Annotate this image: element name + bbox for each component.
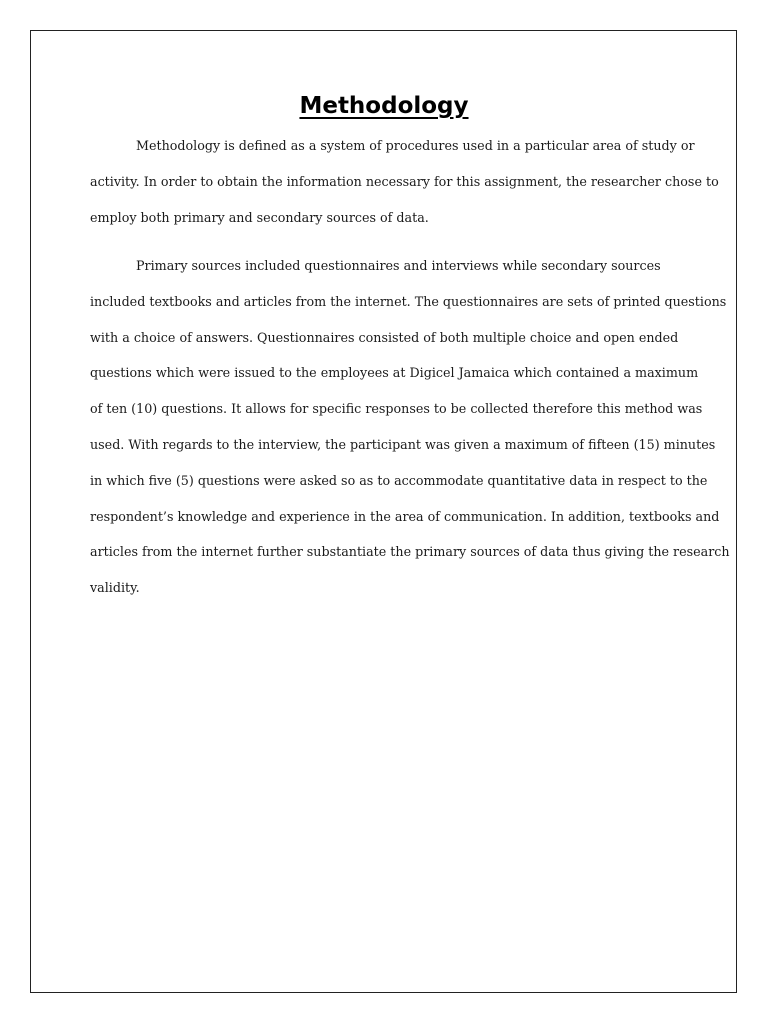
paragraph-line: of ten (10) questions. It allows for specific responses to be collected therefore this method was	[90, 401, 703, 417]
paragraph-line: questions which were issued to the employees at Digicel Jamaica which contained a maximum	[90, 365, 699, 381]
paragraph-line: Methodology is defined as a system of procedures used in a particular area of study or	[136, 138, 695, 153]
paragraph-line: in which five (5) questions were asked so as to accommodate quantitative data in respect to the	[90, 472, 708, 488]
paragraph-line: activity. In order to obtain the information necessary for this assignment, the researcher chose to	[90, 173, 719, 189]
paragraph-line: Primary sources included questionnaires and interviews while secondary sources	[136, 258, 661, 273]
paragraph-line: articles from the internet further substantiate the primary sources of data thus giving the research	[90, 544, 730, 560]
paragraph-line: with a choice of answers. Questionnaires consisted of both multiple choice and open ended	[90, 329, 679, 345]
paragraph-definition	[90, 128, 719, 235]
paragraph-sources	[90, 248, 730, 606]
page-title: Methodology	[299, 93, 469, 119]
paragraph-line: respondent’s knowledge and experience in the area of communication. In addition, textbooks and	[90, 508, 720, 524]
paragraph-line: employ both primary and secondary sources of data.	[90, 209, 429, 225]
paragraph-line: used. With regards to the interview, the participant was given a maximum of fifteen (15) minutes	[90, 436, 716, 452]
paragraph-line: included textbooks and articles from the internet. The questionnaires are sets of printed questions	[90, 293, 727, 309]
paragraph-line: validity.	[90, 580, 140, 596]
